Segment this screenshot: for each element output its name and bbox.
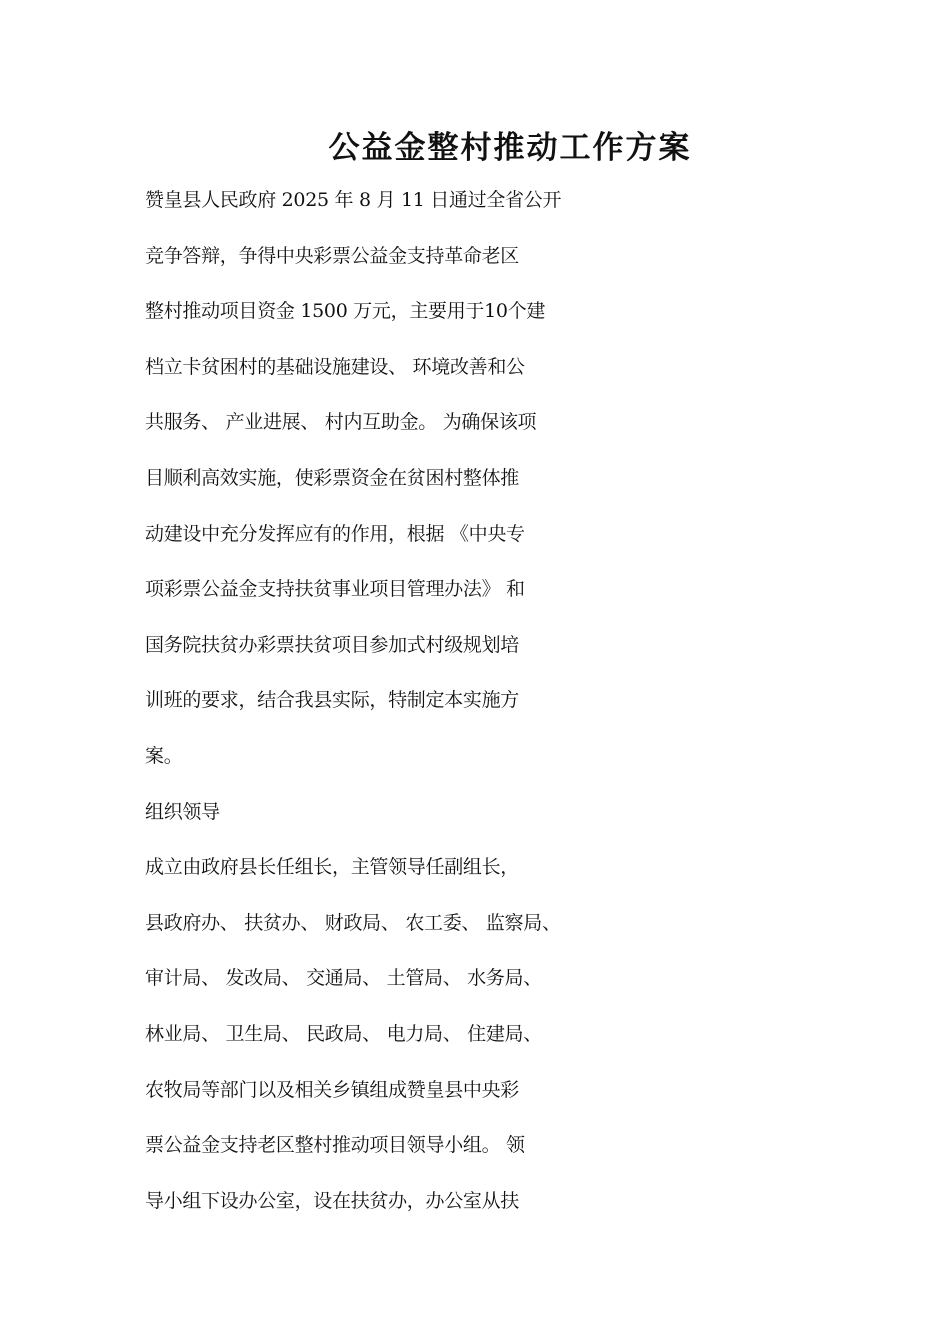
text-line: 训班的要求，结合我县实际，特制定本实施方 xyxy=(145,689,520,712)
text-line: 农牧局等部门以及相关乡镇组成赞皇县中央彩 xyxy=(145,1078,520,1101)
text-line: 国务院扶贫办彩票扶贫项目参加式村级规划培 xyxy=(145,633,520,656)
text-line: 赞皇县人民政府 2025 年 8 月 11 日通过全省公开 xyxy=(145,189,562,211)
text-line: 共服务、 产业进展、 村内互助金。 为确保该项 xyxy=(145,411,537,434)
text-line: 竞争答辩，争得中央彩票公益金支持革命老区 xyxy=(145,244,520,267)
text-line: 案。 xyxy=(145,744,183,767)
text-line: 动建设中充分发挥应有的作用，根据 《中央专 xyxy=(145,522,525,545)
document-body xyxy=(145,178,845,1234)
section-heading: 组织领导 xyxy=(145,800,220,823)
text-line: 项彩票公益金支持扶贫事业项目管理办法》 和 xyxy=(145,578,525,601)
text-line: 整村推动项目资金 1500 万元，主要用于10个建 xyxy=(145,300,546,323)
text-line: 林业局、 卫生局、 民政局、 电力局、 住建局、 xyxy=(145,1022,542,1045)
text-line: 票公益金支持老区整村推动项目领导小组。 领 xyxy=(145,1134,525,1157)
text-line: 档立卡贫困村的基础设施建设、 环境改善和公 xyxy=(145,355,525,378)
text-line: 县政府办、 扶贫办、 财政局、 农工委、 监察局、 xyxy=(145,911,561,934)
text-line: 审计局、 发改局、 交通局、 土管局、 水务局、 xyxy=(145,967,542,990)
text-line: 成立由政府县长任组长，主管领导任副组长， xyxy=(145,856,520,879)
document-title: 公益金整村推动工作方案 xyxy=(328,130,692,166)
text-line: 目顺利高效实施，使彩票资金在贫困村整体推 xyxy=(145,466,520,489)
text-line: 导小组下设办公室，设在扶贫办，办公室从扶 xyxy=(145,1189,520,1212)
